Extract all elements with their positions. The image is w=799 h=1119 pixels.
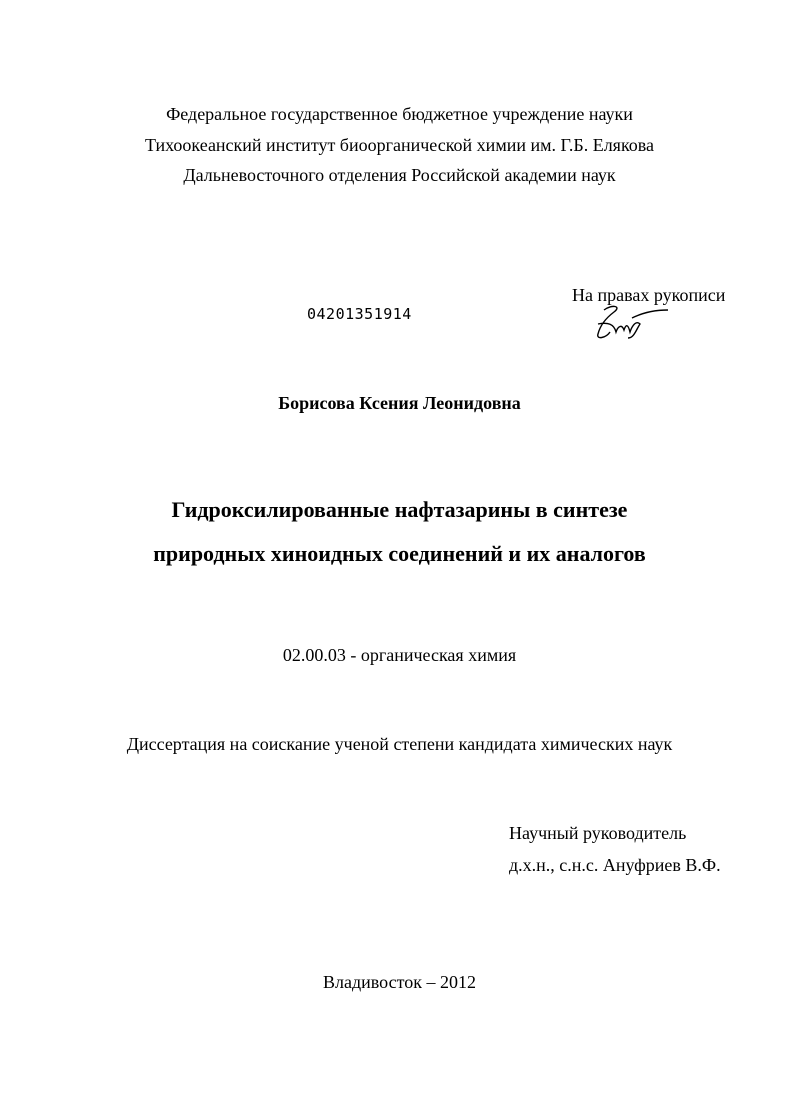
title-line-1: Гидроксилированные нафтазарины в синтезе	[171, 497, 628, 522]
place-year: Владивосток – 2012	[323, 972, 476, 992]
manuscript-note: На правах рукописи	[572, 285, 726, 305]
author-name: Борисова Ксения Леонидовна	[278, 393, 521, 413]
institution-line-3: Дальневосточного отделения Российской академии наук	[183, 165, 616, 185]
specialty: 02.00.03 - органическая химия	[282, 645, 517, 665]
advisor-name: д.х.н., с.н.с. Ануфриев В.Ф.	[509, 855, 721, 875]
document-code: 04201351914	[307, 305, 412, 323]
institution-line-2: Тихоокеанский институт биоорганической химии им. Г.Б. Елякова	[144, 135, 655, 155]
title-line-2: природных хиноидных соединений и их аналогов	[153, 541, 646, 566]
degree: Диссертация на соискание ученой степени кандидата химических наук	[126, 734, 673, 754]
institution-line-1: Федеральное государственное бюджетное учреждение науки	[166, 104, 633, 124]
signature-icon	[592, 302, 672, 342]
advisor-label: Научный руководитель	[509, 823, 687, 843]
